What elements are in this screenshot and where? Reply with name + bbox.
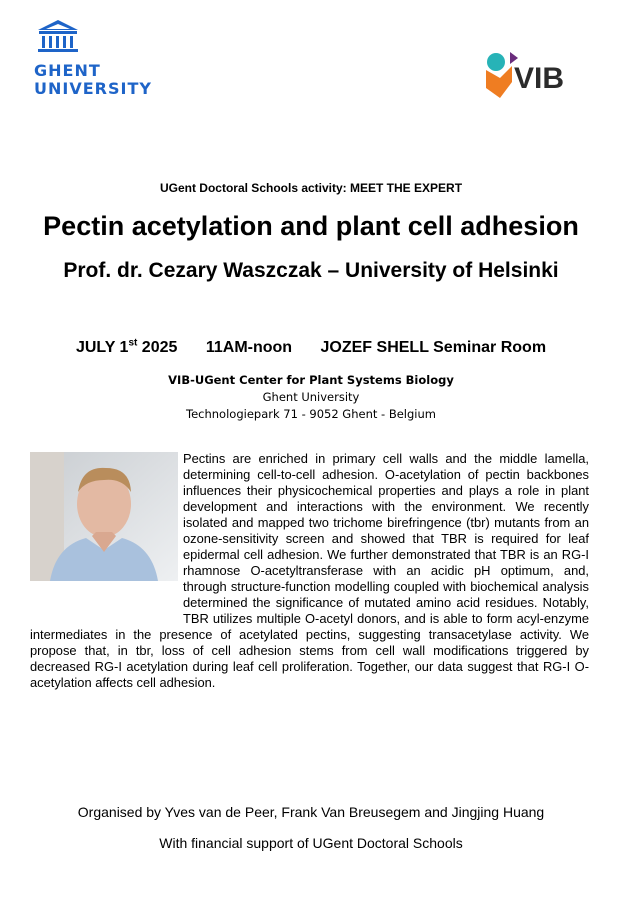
ugent-logo-text (34, 61, 152, 98)
date-suffix: st (128, 338, 138, 349)
organisers-line: Organised by Yves van de Peer, Frank Van Breusegem and Jingjing Huang (77, 804, 545, 820)
event-schedule (0, 338, 622, 357)
university-building-icon (36, 18, 80, 56)
address-institute: VIB-UGent Center for Plant Systems Biology (168, 373, 454, 387)
vib-teal-dot (487, 53, 505, 71)
vib-logo-text: VIB (514, 62, 565, 95)
date-year: 2025 (137, 339, 178, 357)
event-date (76, 339, 177, 356)
abstract-text (30, 451, 589, 691)
address-university: Ghent University (262, 390, 360, 404)
event-time: 11AM-noon (205, 339, 293, 357)
ugent-logo-line2: UNIVERSITY (34, 79, 152, 98)
abstract-body: Pectins are enriched in primary cell walls and the middle lamella, determining cell-to-cell adhesion. O-acetylation of pectin backbones influences their physicochemical properties and plays a role in plant development and interactions with the environment. We recently isolated and mapped two trichome birefringence (tbr) mutants from an ozone-sensitivity screen and showed that TBR is required for leaf epidermal cell adhesion. We further demonstrated that TBR is an RG-I rhamnose O-acetyltransferase with an acidic pH optimum, and, through structure-function modelling coupled with biochemical analysis determined the significance of mutated amino acid residues. Notably, TBR utilizes multiple O-acetyl donors, and is able to form acyl-enzyme intermediates in the presence of acetylated pectins, suggesting transacetylase activity. We propose that, in tbr, loss of cell adhesion stems from cell wall modifications triggered by decreased RG-I acetylation during leaf cell proliferation. Together, our data suggest that RG-I O-acetylation affects cell adhesion. (30, 451, 589, 690)
activity-heading: UGent Doctoral Schools activity: MEET THE EXPERT (159, 181, 463, 195)
vib-orange-chevron (486, 66, 512, 98)
ghent-university-logo (34, 18, 152, 98)
event-room: JOZEF SHELL Seminar Room (320, 339, 547, 357)
support-line: With financial support of UGent Doctoral Schools (159, 835, 463, 851)
venue-address (0, 372, 622, 423)
date-prefix: JULY 1 (75, 339, 129, 357)
address-street: Technologiepark 71 - 9052 Ghent - Belgium (186, 407, 436, 421)
photo-wrap-spacer (30, 451, 183, 616)
talk-title: Pectin acetylation and plant cell adhesion (43, 211, 579, 241)
speaker-line: Prof. dr. Cezary Waszczak – University of Helsinki (63, 259, 559, 282)
ugent-logo-line1: GHENT (34, 61, 101, 80)
